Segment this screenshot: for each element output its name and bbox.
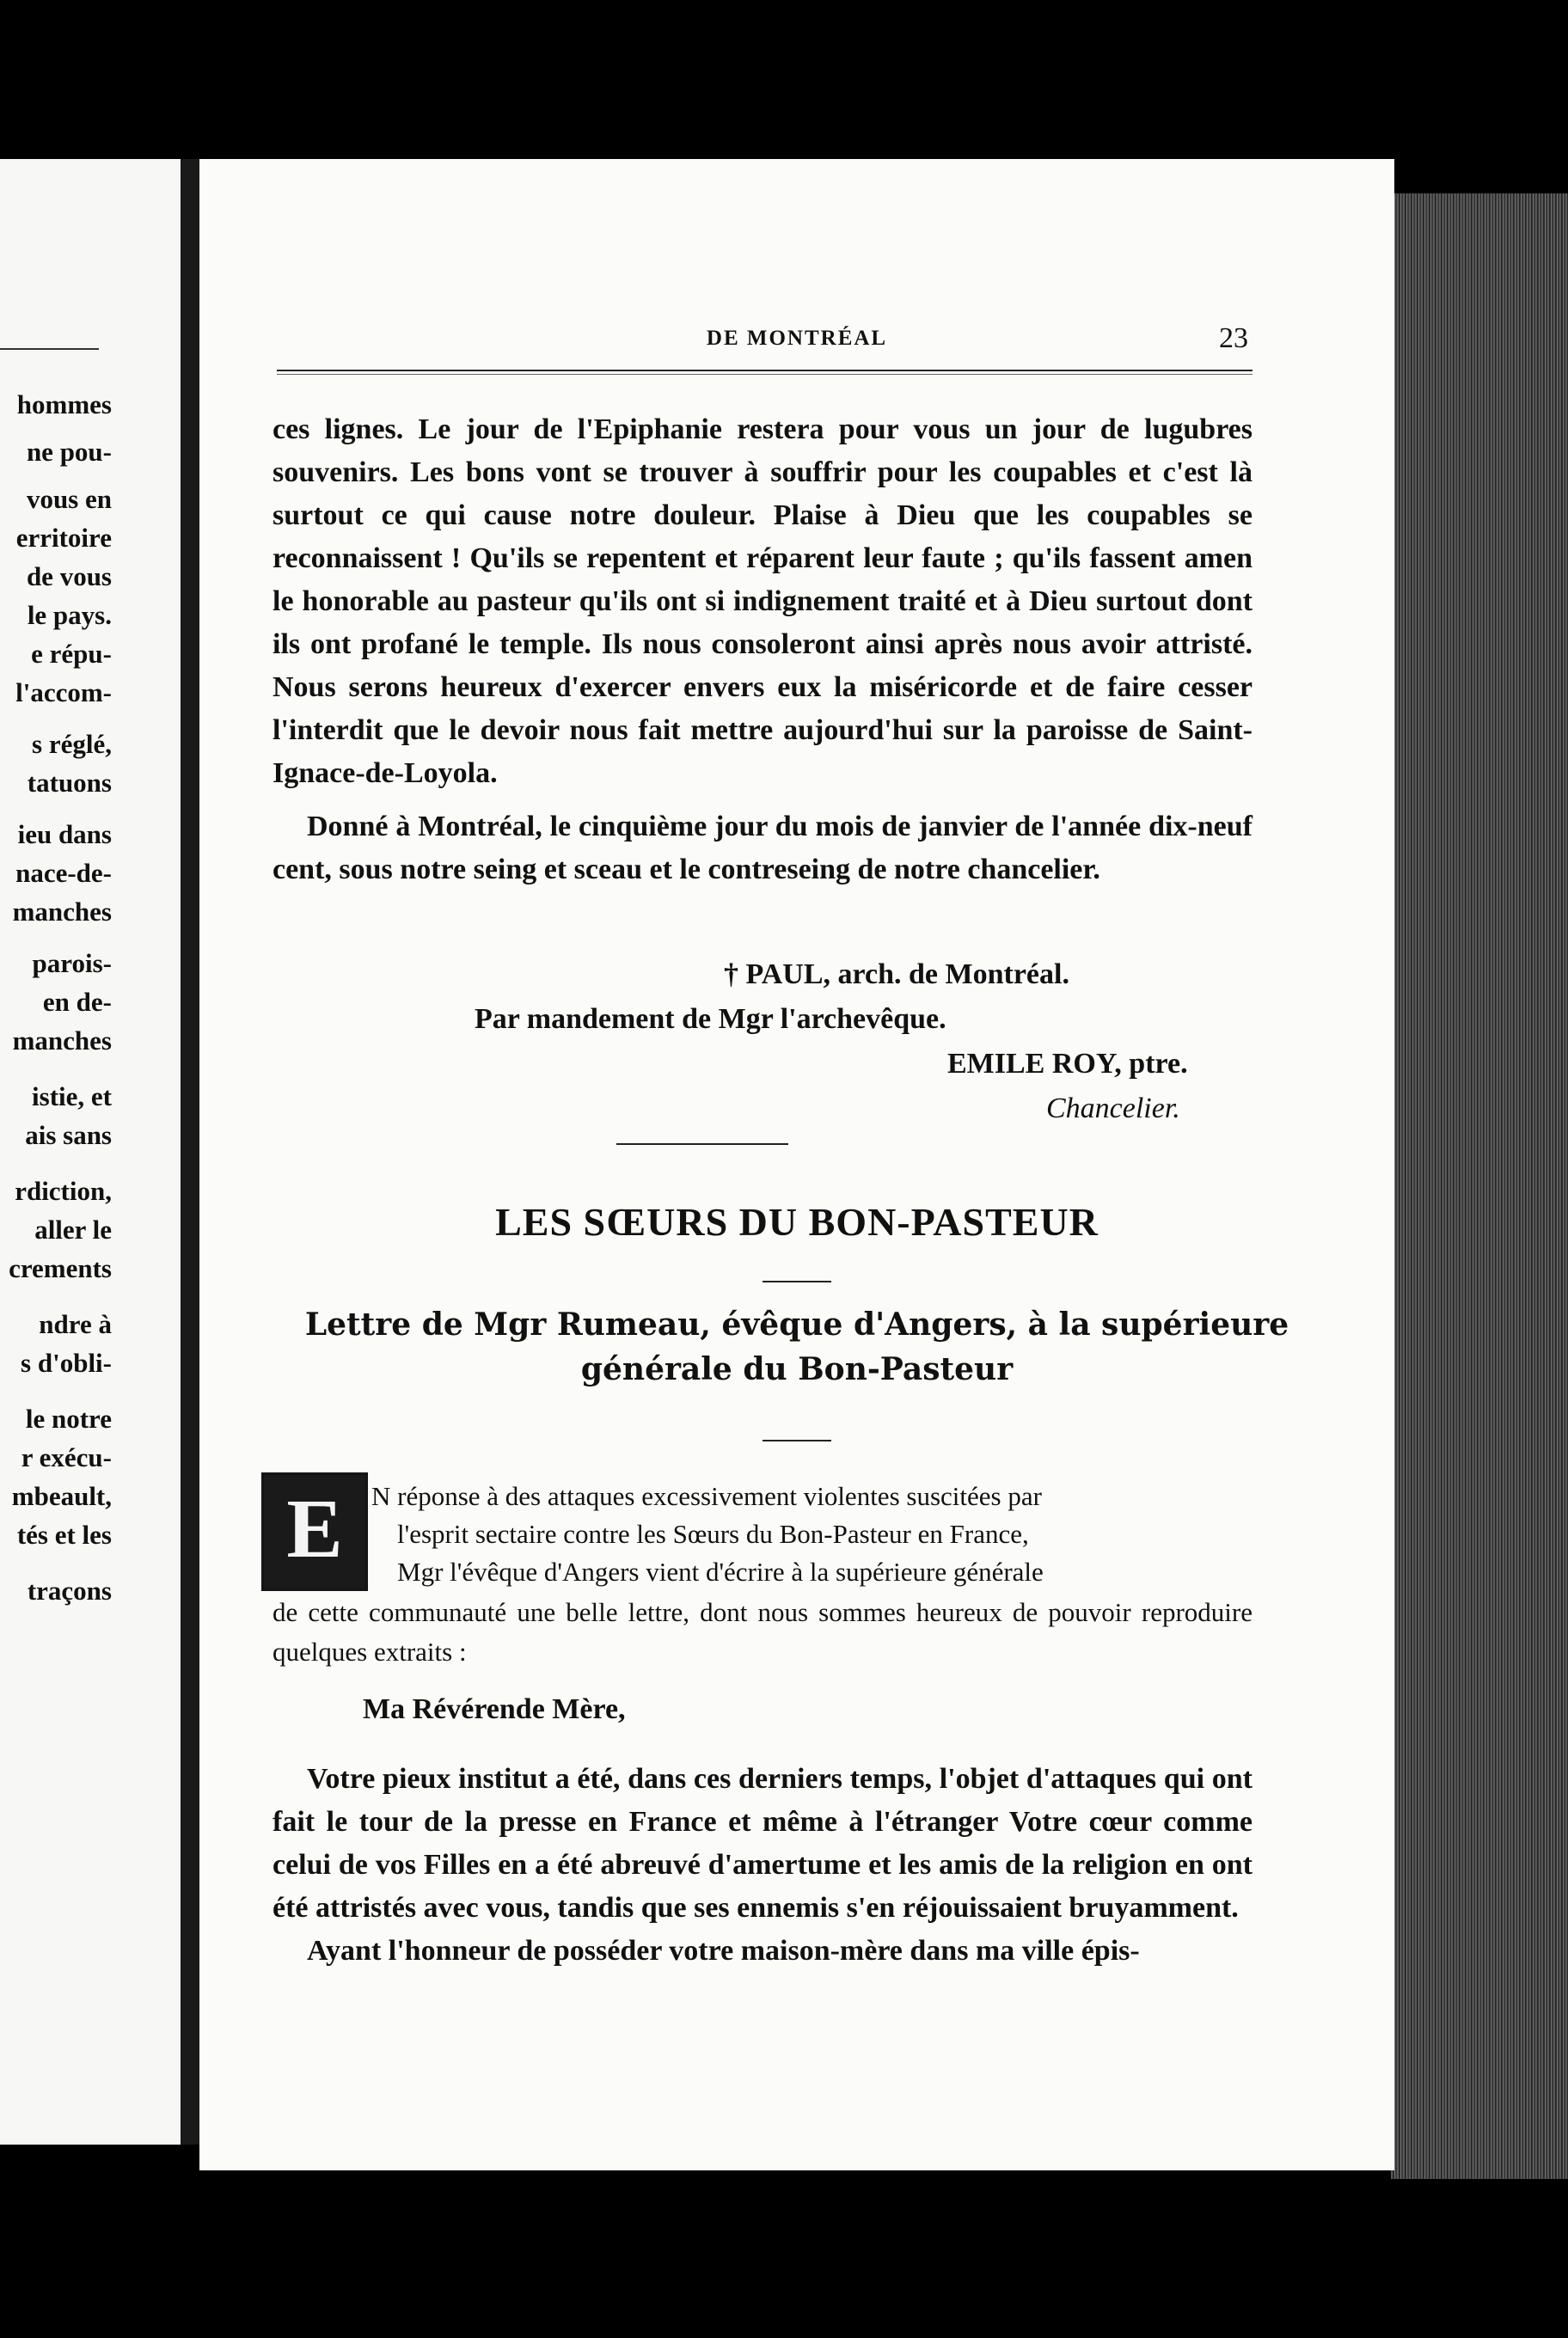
- letter-paragraph: Ayant l'honneur de posséder votre maison-mère dans ma ville épis-: [307, 1935, 1140, 1967]
- left-line: r exécu-: [21, 1442, 112, 1472]
- header-rule: [277, 374, 1253, 375]
- subtitle-divider: [763, 1440, 831, 1441]
- left-line: tés et les: [16, 1520, 112, 1550]
- chancellor-name: EMILE ROY, ptre.: [947, 1048, 1188, 1080]
- intro-line: Mgr l'évêque d'Angers vient d'écrire à la supérieure générale: [397, 1557, 1044, 1587]
- left-line: ne pou-: [26, 437, 112, 467]
- left-line: ndre à: [39, 1309, 112, 1339]
- left-line: ais sans: [25, 1120, 112, 1150]
- left-line: aller le: [34, 1215, 112, 1245]
- page-number: 23: [1219, 322, 1248, 354]
- left-line: en de-: [42, 987, 112, 1017]
- left-line: nace-de-: [15, 858, 112, 888]
- body-paragraph: Donné à Montréal, le cinquième jour du mois de janvier de l'année dix-neuf cent, sous notre seing et sceau et le contreseing de notre chancelier.: [273, 811, 1253, 885]
- letter-body: [273, 1758, 1253, 1973]
- chancellor-title: Chancelier.: [1046, 1092, 1180, 1124]
- drop-cap-initial: E: [261, 1472, 368, 1591]
- left-line: vous en: [26, 484, 112, 514]
- left-line: de vous: [26, 561, 112, 591]
- running-header: DE MONTRÉAL: [706, 327, 888, 350]
- left-line: ieu dans: [17, 819, 112, 849]
- header-rule: [277, 370, 1253, 371]
- mandate-line: Par mandement de Mgr l'archevêque.: [475, 1003, 946, 1035]
- left-line: parois-: [32, 948, 112, 978]
- book-gutter: [181, 159, 199, 2145]
- left-line: le pays.: [27, 600, 112, 630]
- left-page: [0, 159, 181, 2145]
- section-divider: [616, 1143, 788, 1145]
- left-line: l'accom-: [15, 677, 112, 707]
- intro-line: l'esprit sectaire contre les Sœurs du Bon-Pasteur en France,: [397, 1519, 1029, 1549]
- letter-salutation: Ma Révérende Mère,: [363, 1693, 626, 1725]
- body-text: [273, 408, 1253, 891]
- left-line: manches: [12, 1025, 112, 1056]
- left-line: manches: [12, 897, 112, 927]
- intro-rest: de cette communauté une belle lettre, dont nous sommes heureux de pouvoir reproduire quelques extraits :: [273, 1597, 1253, 1667]
- left-line: le notre: [25, 1404, 112, 1434]
- archbishop-signature: † PAUL, arch. de Montréal.: [724, 958, 1069, 990]
- left-line: hommes: [16, 389, 112, 419]
- left-line: e répu-: [31, 639, 112, 669]
- left-line: crements: [9, 1253, 112, 1283]
- section-title: LES SŒURS DU BON-PASTEUR: [495, 1200, 1099, 1244]
- intro-line: N réponse à des attaques excessivement violentes suscitées par: [371, 1481, 1042, 1511]
- left-line: istie, et: [32, 1081, 112, 1111]
- left-line: erritoire: [15, 523, 112, 553]
- letter-paragraph: Votre pieux institut a été, dans ces derniers temps, l'objet d'attaques qui ont fait le tour de la presse en France et même à l'étranger Votre cœur comme celui de vos Filles en a été abreuvé d'amertume et les amis de la religion en ont été attristés avec vous, tandis que ses ennemis s'en réjouissaient bruyamment.: [273, 1763, 1253, 1924]
- title-divider: [763, 1281, 831, 1282]
- body-paragraph: ces lignes. Le jour de l'Epiphanie restera pour vous un jour de lugubres souvenirs. Les bons vont se trouver à souffrir pour les coupables et c'est là surtout ce qui cause notre douleur. Plaise à Dieu que les coupables se reconnaissent ! Qu'ils se repentent et réparent leur faute ; qu'ils fassent amen le honorable au pasteur qu'ils ont si indignement traité et à Dieu surtout dont ils ont profané le temple. Ils nous consoleront ainsi après nous avoir attristé. Nous serons heureux d'exercer envers eux la miséricorde et de faire cesser l'interdit que le devoir nous fait mettre aujourd'hui sur la paroisse de Saint-Ignace-de-Loyola.: [273, 413, 1253, 789]
- left-line: s d'obli-: [21, 1348, 112, 1378]
- left-page-rule: [0, 348, 99, 350]
- section-subtitle: Lettre de Mgr Rumeau, évêque d'Angers, à la supérieure générale du Bon-Pasteur: [304, 1307, 1289, 1387]
- left-line: s réglé,: [32, 729, 112, 759]
- left-line: traçons: [27, 1576, 112, 1606]
- left-line: mbeault,: [11, 1481, 112, 1511]
- right-page: [199, 159, 1394, 2170]
- left-line: tatuons: [27, 768, 112, 798]
- book-page-edges: [1391, 193, 1568, 2179]
- left-line: rdiction,: [15, 1176, 112, 1206]
